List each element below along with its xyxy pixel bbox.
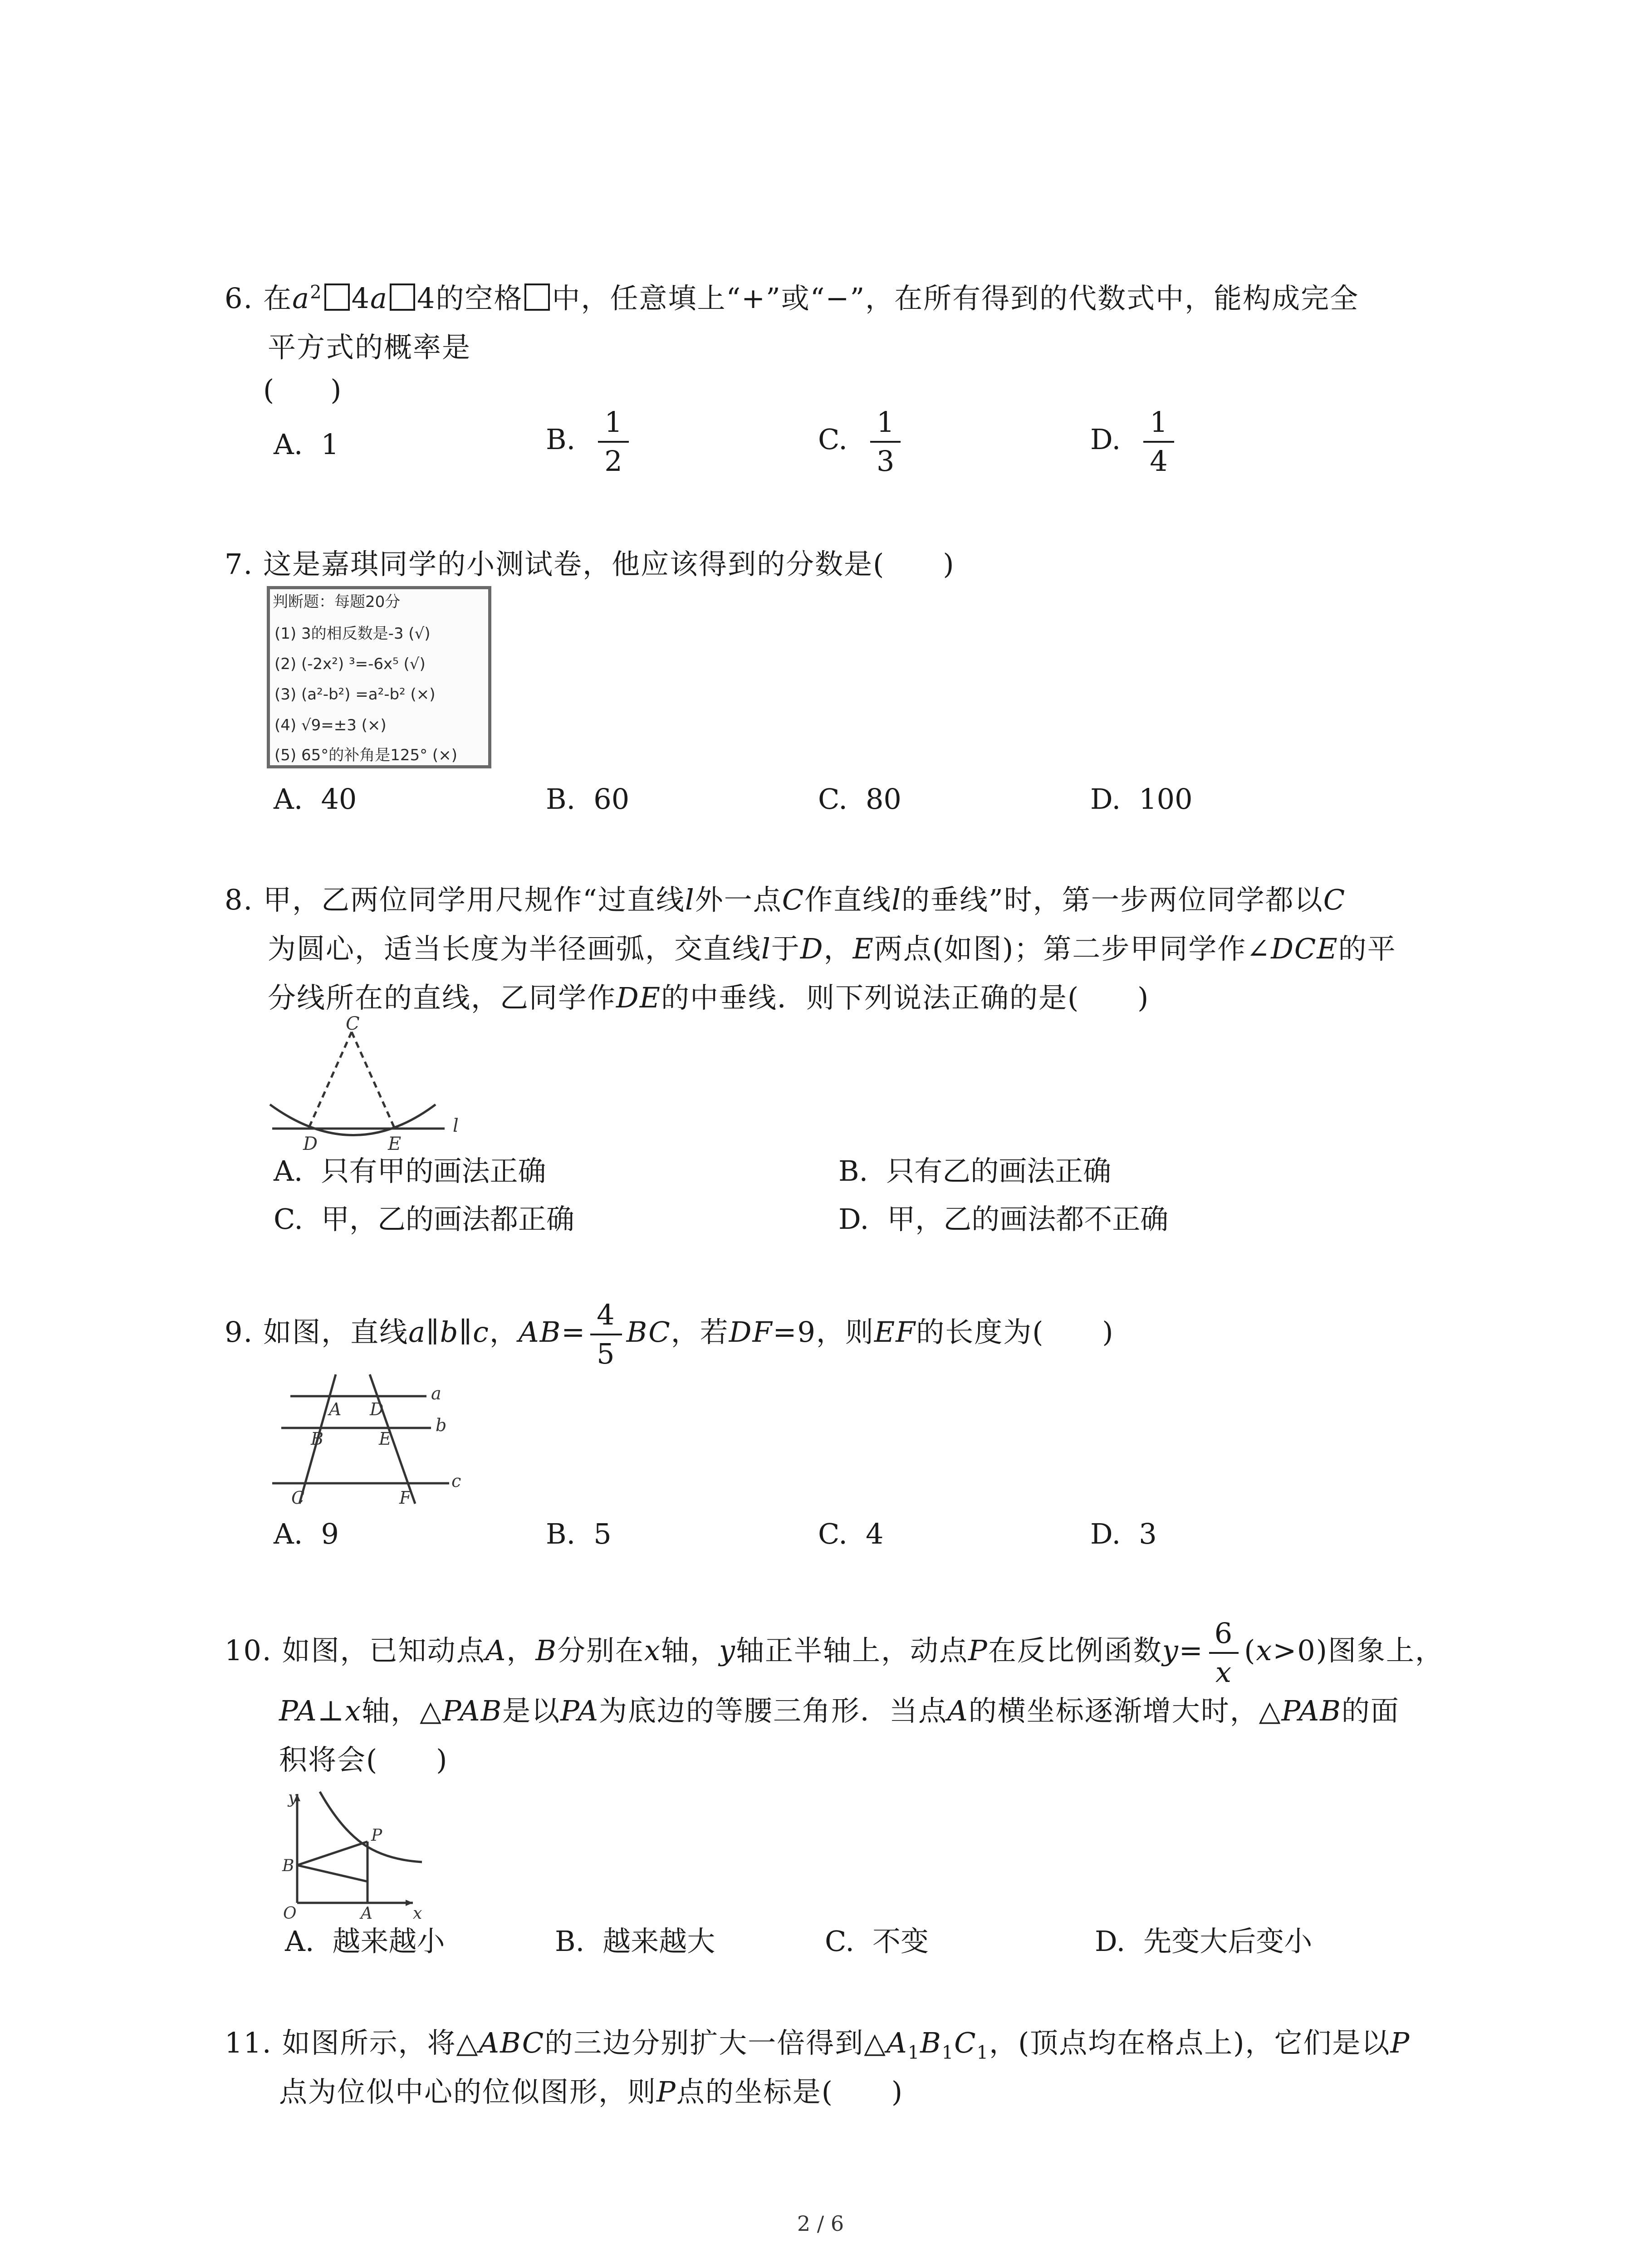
- parallel-lines-figure: [268, 1370, 467, 1515]
- option-a: A. 只有甲的画法正确: [274, 1154, 546, 1188]
- quiz-image: [267, 586, 491, 768]
- label-b: B: [282, 1857, 294, 1875]
- option-d: D. $\frac{1}{4}$: [1090, 408, 1179, 475]
- label-c: C: [346, 1016, 360, 1034]
- question-number: 9.: [225, 1315, 254, 1349]
- quiz-item: (5) 65°的补角是125° (×): [274, 746, 457, 764]
- label-x: x: [413, 1904, 422, 1919]
- option-c: C. 80: [818, 782, 901, 816]
- label-b: B: [311, 1429, 323, 1449]
- option-b: B. $\frac{1}{2}$: [546, 408, 633, 475]
- page-number: 2 / 6: [797, 2211, 844, 2236]
- question-7: 7. 这是嘉琪同学的小测试卷，他应该得到的分数是( ): [225, 540, 1454, 589]
- question-8: 8. 甲，乙两位同学用尺规作“过直线l外一点C作直线l的垂线”时，第一步两位同学都以C 为圆心，适当长度为半径画弧，交直线l于D，E两点(如图)；第二步甲同学作∠DCE的平 分线所在的直线，乙同学作DE的中垂线．则下列说法正确的是( ): [225, 875, 1454, 1022]
- question-number: 6.: [225, 282, 254, 315]
- question-number: 7.: [225, 547, 254, 581]
- option-c: C. 甲，乙的画法都正确: [274, 1202, 574, 1236]
- inverse-function-figure: [277, 1787, 440, 1919]
- label-f: F: [399, 1488, 411, 1508]
- option-b: B. 越来越大: [555, 1925, 715, 1958]
- label-line-a: a: [431, 1383, 441, 1403]
- quiz-item: (4) √9=±3 (×): [274, 716, 387, 734]
- fraction: $\frac{4}{5}$: [590, 1301, 622, 1368]
- fraction: $\frac{6}{x}$: [1208, 1619, 1239, 1686]
- fraction: $\frac{1}{4}$: [1143, 408, 1174, 475]
- label-line-b: b: [436, 1415, 447, 1435]
- option-b: B. 只有乙的画法正确: [838, 1154, 1112, 1188]
- fraction: $\frac{1}{3}$: [870, 408, 901, 475]
- label-y: y: [288, 1789, 298, 1807]
- option-d: D. 3: [1090, 1517, 1157, 1550]
- label-a: A: [329, 1399, 342, 1419]
- label-e: E: [379, 1429, 392, 1449]
- label-d: D: [370, 1399, 384, 1419]
- label-e: E: [388, 1134, 402, 1152]
- label-line-c: c: [451, 1471, 461, 1491]
- quiz-item: (1) 3的相反数是-3 (√): [274, 625, 431, 643]
- option-a: A. 越来越小: [285, 1925, 445, 1958]
- question-9: 9. 如图，直线a∥b∥c，AB= $\frac{4}{5}$ BC，若DF=9，则EF的长度为( ): [225, 1298, 1114, 1370]
- question-11: 11. 如图所示，将△ABC的三边分别扩大一倍得到$\triangle A_1B_1C_1$，(顶点均在格点上)，它们是以P 点为位似中心的位似图形，则P点的坐标是( ): [225, 2019, 1454, 2116]
- blank-box: [390, 284, 415, 311]
- option-d: D. 100: [1090, 782, 1193, 816]
- option-b: B. 5: [546, 1517, 612, 1550]
- option-d: D. 先变大后变小: [1095, 1925, 1313, 1958]
- question-6-bracket: ( ): [263, 373, 342, 406]
- label-p: P: [371, 1826, 382, 1845]
- option-a: A. 40: [274, 782, 357, 816]
- label-d: D: [303, 1134, 318, 1152]
- blank-box: [324, 284, 350, 311]
- question-number: 11.: [225, 2026, 272, 2059]
- question-number: 10.: [225, 1634, 272, 1667]
- question-10: 10. 如图，已知动点A，B分别在x轴，y轴正半轴上，动点P在反比例函数y= $\frac{6}{x}$ (x>0)图象上， PA⊥x轴，△PAB是以PA为底边的等腰三角形．当点A的横坐标逐渐增大时，△PAB的面 积将会( ): [225, 1617, 1444, 1776]
- label-l: l: [453, 1115, 459, 1136]
- option-a: A. 1: [274, 428, 339, 461]
- question-number: 8.: [225, 883, 254, 916]
- label-o: O: [283, 1904, 297, 1919]
- fraction: $\frac{1}{2}$: [598, 408, 628, 475]
- quiz-title: 判断题：每题20分: [273, 593, 401, 611]
- option-b: B. 60: [546, 782, 630, 816]
- label-a: A: [361, 1904, 372, 1919]
- blank-box: [524, 284, 550, 311]
- perpendicular-construction-figure: [263, 1016, 481, 1152]
- quiz-item: (2) (-2x²) ³=-6x⁵ (√): [274, 655, 426, 673]
- option-c: C. $\frac{1}{3}$: [818, 408, 905, 475]
- question-6: 6. 在$a^2$ 4a 4的空格 中，任意填上“+”或“−”，在所有得到的代数式中，能构成完全 平方式的概率是: [225, 274, 1454, 372]
- option-c: C. 4: [818, 1517, 884, 1550]
- label-c: C: [291, 1488, 305, 1508]
- option-d: D. 甲，乙的画法都不正确: [838, 1202, 1169, 1236]
- option-c: C. 不变: [825, 1925, 929, 1958]
- quiz-item: (3) (a²-b²) =a²-b² (×): [274, 685, 436, 704]
- option-a: A. 9: [274, 1517, 339, 1550]
